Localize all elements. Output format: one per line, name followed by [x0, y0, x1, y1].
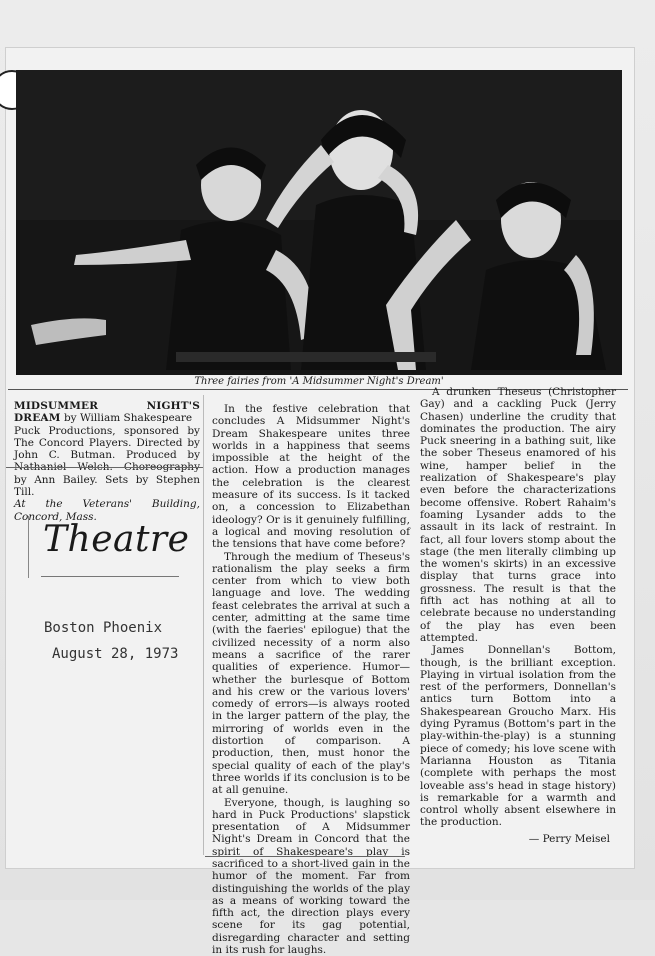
review-column-right: [420, 386, 616, 845]
review-paragraph-1: In the festive celebration that concludes A Midsummer Night's Dream Shakespeare unites three worlds in a happiness that seems impossible at the height of the action. How a production manages the celebration is the clearest measure of its success. Is it tacked on, a concession to Elizabethan ideology? Or is it genuinely fulfilling, a logical and moving resolution of the tensions that have come before?: [212, 403, 410, 551]
review-title-line: [14, 400, 200, 425]
review-title: MIDSUMMER NIGHT'S DREAM: [14, 400, 200, 424]
section-label-rule: [41, 576, 179, 577]
section-label-box: [28, 516, 179, 578]
review-author: by William Shakespeare: [64, 412, 192, 424]
column-end-rule: [205, 856, 405, 857]
review-paragraph-3: Everyone, though, is laughing so hard in Puck Productions' slapstick presentation of A Midsummer Night's Dream in Concord that the spirit of Shakespeare's play is sacrificed to a short-lived gain in the humor of the moment. Far from distinguishing the worlds of the play as a means of working toward the fifth act, the direction plays every scene for its gag potential, disregarding character and setting in its rush for laughs.: [212, 797, 410, 956]
review-header: [14, 400, 200, 523]
review-paragraph-5: James Donnellan's Bottom, though, is the brilliant exception. Playing in virtual isolation from the rest of the performers, Donnellan's antics turn Bottom into a Shakespearean Groucho Marx. His dying Pyramus (Bottom's part in the play-within-the-play) is a stunning piece of comedy; his love scene with Marianna Houston as Titania (complete with perhaps the most loveable ass's head in stage history) is remarkable for a warmth and control wholly absent elsewhere in the production.: [420, 644, 616, 828]
review-signature: — Perry Meisel: [420, 833, 616, 845]
header-divider: [6, 467, 204, 468]
review-credits: Puck Productions, sponsored by The Concord Players. Directed by John C. Butman. Produced by Nathaniel Welch. Choreography by Ann Bailey. Sets by Stephen Till.: [14, 425, 200, 499]
photo-caption: Three fairies from 'A Midsummer Night's Dream': [16, 375, 622, 389]
review-paragraph-4: A drunken Theseus (Christopher Gay) and a cackling Puck (Jerry Chasen) underline the crudity that dominates the production. The airy Puck sneering in a bathing suit, like the sober Theseus enamored of his wine, hamper belief in the realization of Shakespeare's play even before the characterizations become offensive. Robert Rahaim's foaming Lysander adds to the assault in its lack of restraint. In fact, all four lovers stomp about the stage (the men literally climbing up the women's skirts) in an excessive display that turns grace into grossness. The result is that the fifth act has nothing at all to celebrate because no understanding of the play has even been attempted.: [420, 386, 616, 644]
section-label: Theatre: [43, 516, 189, 564]
fairies-photo-image: [16, 70, 622, 375]
review-paragraph-2: Through the medium of Theseus's rationalism the play seeks a firm center from which to view both language and love. The wedding feast celebrates the arrival at such a center, admitting at the same time (with the faeries' epilogue) that the civilized necessity of a norm also means a sacrifice of the rarer qualities of experience. Humor—whether the burlesque of Bottom and his crew or the various lovers' comedy of errors—is always rooted in the larger pattern of the play, the mirroring of worlds even in the distortion of comparison. A production, then, must honor the special quality of each of the play's three worlds if its conclusion is to be at all genuine.: [212, 551, 410, 797]
date-annotation: August 28, 1973: [52, 646, 178, 662]
publication-annotation: Boston Phoenix: [44, 620, 162, 636]
column-rule: [203, 395, 204, 855]
review-venue: At the Veterans' Building, Concord, Mass.: [14, 498, 200, 523]
production-photo: [16, 70, 622, 375]
review-column-middle: [212, 395, 410, 956]
